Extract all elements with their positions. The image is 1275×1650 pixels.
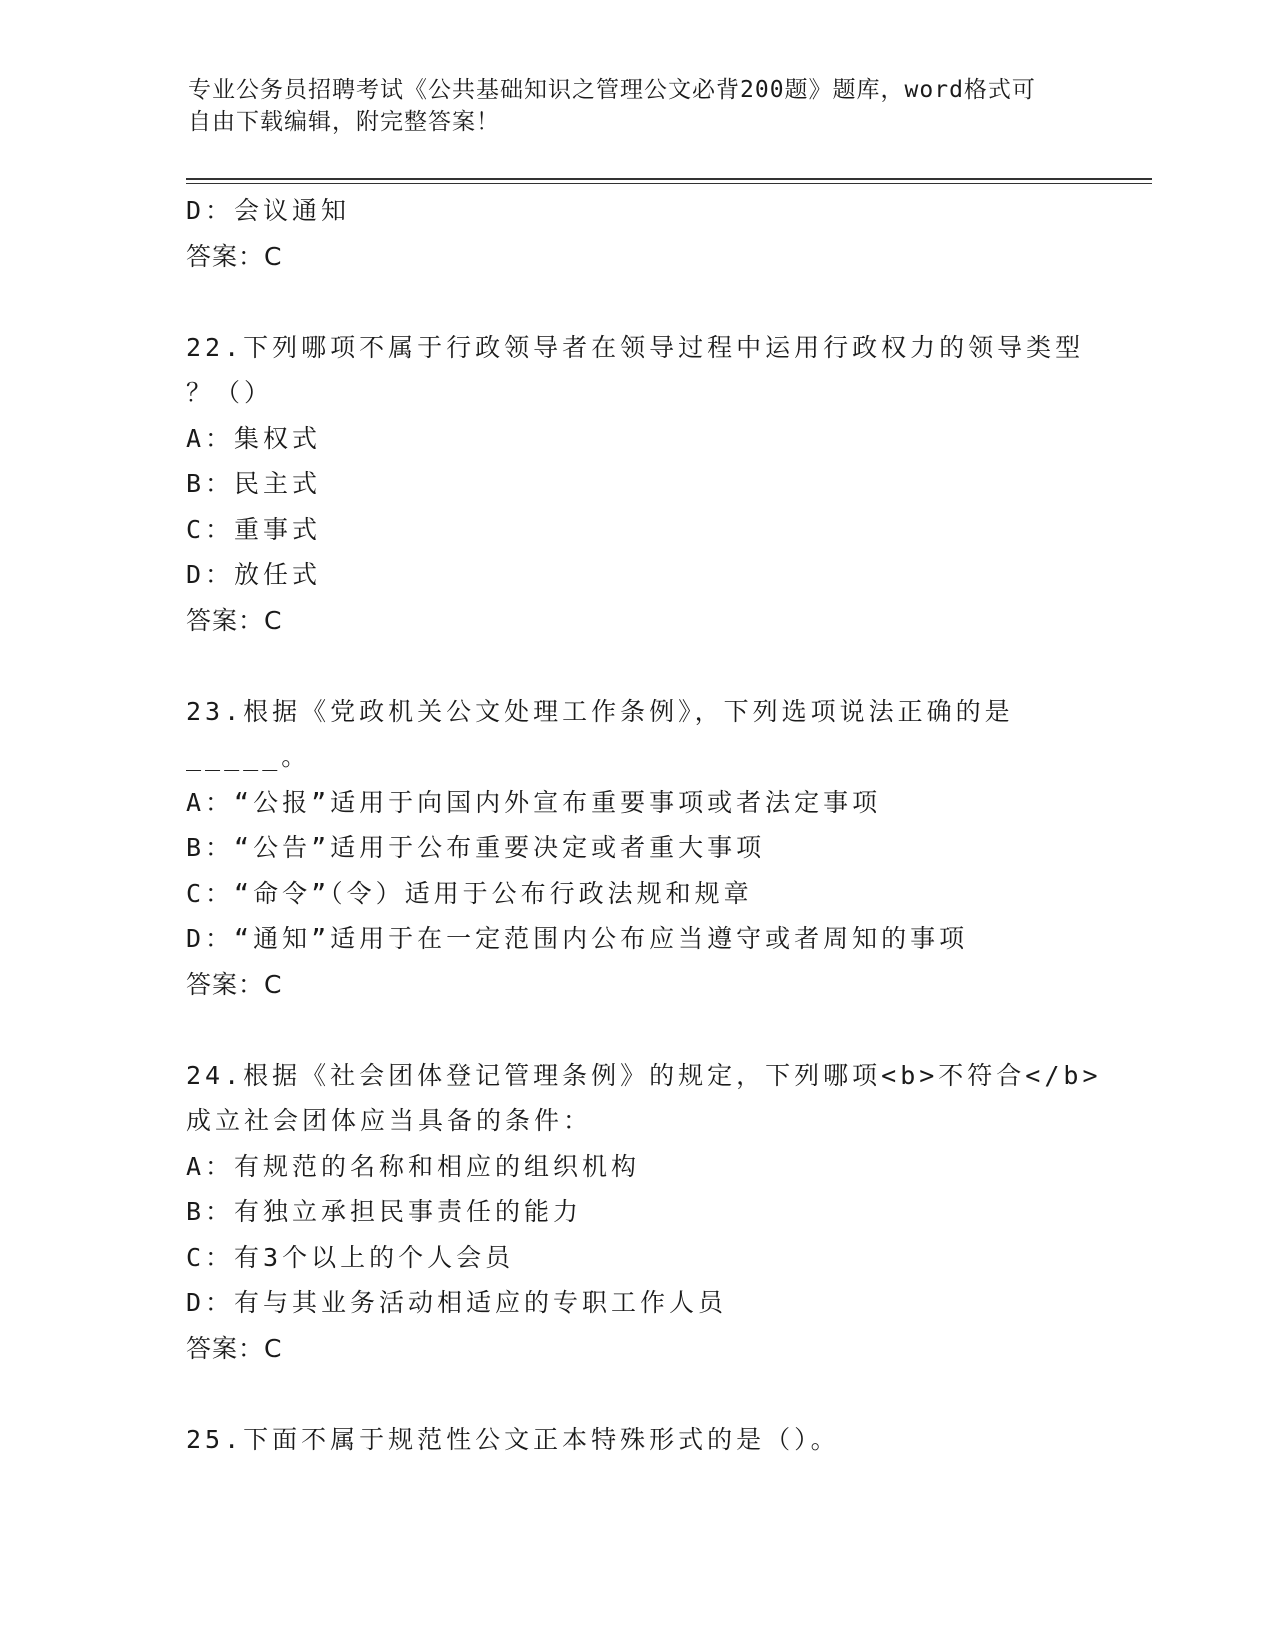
option-b: B：有独立承担民事责任的能力 — [186, 1197, 583, 1226]
previous-question-tail — [186, 188, 1086, 279]
option-a: A：“公报”适用于向国内外宣布重要事项或者法定事项 — [186, 787, 882, 817]
option-d: D：放任式 — [186, 560, 322, 589]
answer: 答案：C — [186, 605, 283, 635]
question-25 — [186, 1417, 1086, 1463]
answer: 答案：C — [186, 1333, 283, 1363]
question-stem: 24.根据《社会团体登记管理条例》的规定，下列哪项<b>不符合</b> — [186, 1060, 1102, 1090]
spacer — [186, 643, 1086, 689]
option-a: A：有规范的名称和相应的组织机构 — [186, 1151, 641, 1181]
option-c: C：有3个以上的个人会员 — [186, 1242, 515, 1272]
option-d: D：会议通知 — [186, 196, 351, 225]
document-header — [188, 74, 1068, 138]
option-d: D：“通知”适用于在一定范围内公布应当遵守或者周知的事项 — [186, 924, 969, 953]
spacer — [186, 1371, 1086, 1417]
answer: 答案：C — [186, 969, 283, 999]
header-divider-thick — [186, 178, 1152, 180]
spacer — [186, 1007, 1086, 1053]
header-line-2: 自由下载编辑，附完整答案！ — [188, 109, 500, 135]
option-b: B：“公告”适用于公布重要决定或者重大事项 — [186, 833, 766, 862]
question-stem: 25.下面不属于规范性公文正本特殊形式的是（）。 — [186, 1424, 840, 1454]
question-stem-continued: _____。 — [186, 742, 311, 771]
question-stem: 23.根据《党政机关公文处理工作条例》，下列选项说法正确的是 — [186, 696, 1014, 726]
option-c: C：“命令”（令）适用于公布行政法规和规章 — [186, 878, 753, 908]
question-stem-continued: ？（） — [186, 378, 274, 407]
question-24 — [186, 1053, 1102, 1372]
question-stem: 22.下列哪项不属于行政领导者在领导过程中运用行政权力的领导类型 — [186, 332, 1085, 362]
document-body — [186, 188, 1102, 1462]
question-stem-continued: 成立社会团体应当具备的条件： — [186, 1106, 593, 1135]
option-c: C：重事式 — [186, 514, 322, 544]
header-line-1: 专业公务员招聘考试《公共基础知识之管理公文必背200题》题库，word格式可 — [188, 77, 1036, 103]
header-divider-thin — [186, 183, 1152, 184]
option-d: D：有与其业务活动相适应的专职工作人员 — [186, 1288, 728, 1317]
option-a: A：集权式 — [186, 423, 322, 453]
question-22 — [186, 325, 1086, 644]
question-23 — [186, 689, 1086, 1008]
option-b: B：民主式 — [186, 469, 322, 498]
answer: 答案：C — [186, 241, 283, 271]
spacer — [186, 279, 1086, 325]
